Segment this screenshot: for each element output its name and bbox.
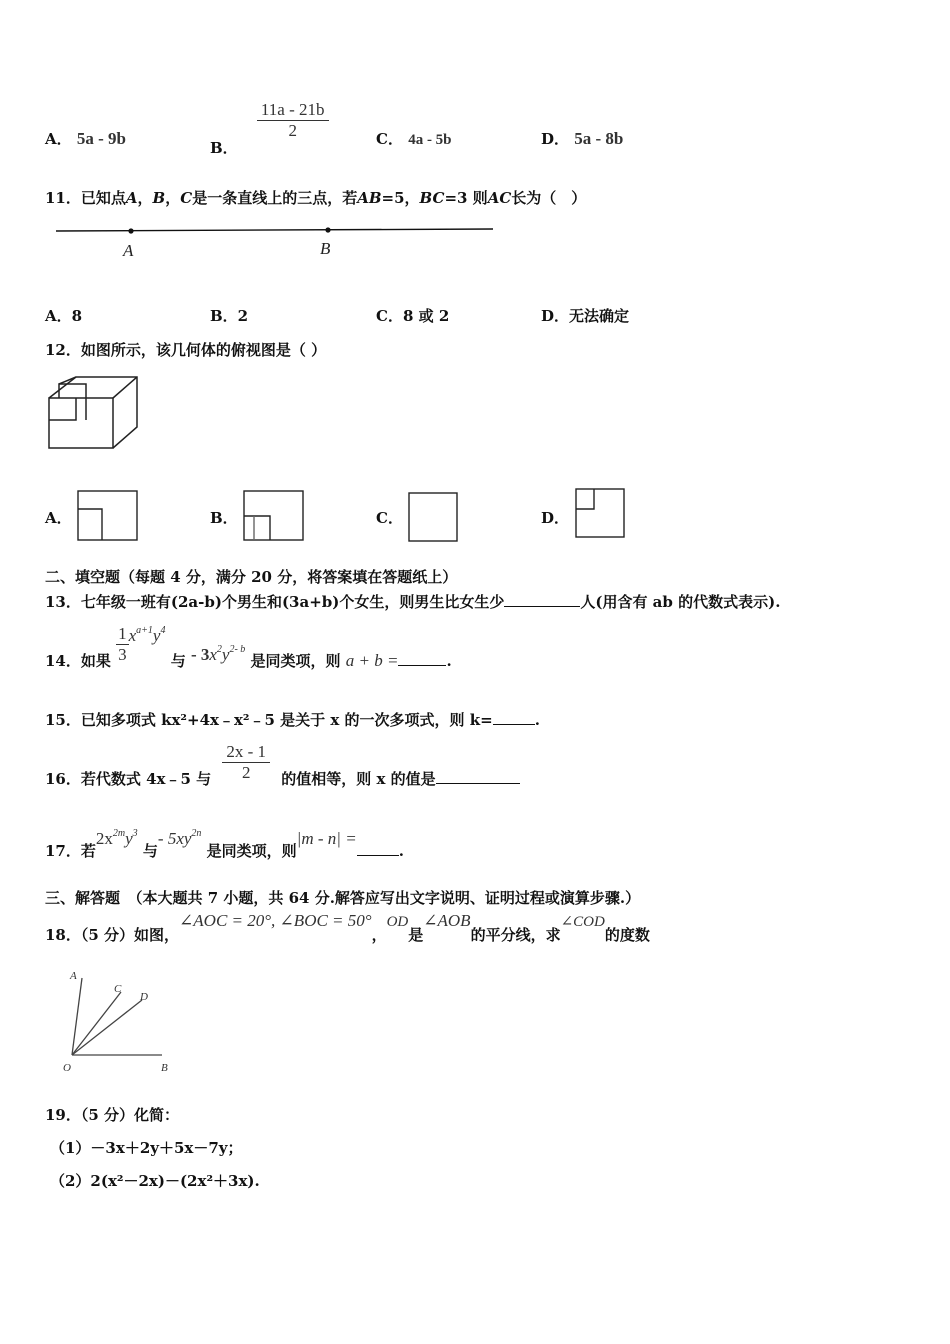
- q14-term-1: [116, 624, 165, 665]
- variable-y: y: [125, 829, 133, 848]
- point-a-dot: [128, 228, 133, 233]
- exponent: 4: [160, 624, 166, 636]
- stem-text: 的平分线，求: [470, 926, 561, 944]
- q14-condition: a + b =: [345, 651, 399, 670]
- q12-option-a-figure: [76, 489, 140, 543]
- coefficient: - 3: [190, 645, 210, 664]
- section-2-title: 二、填空题（每题 4 分，满分 20 分，将答案填在答题纸上）: [45, 568, 458, 586]
- point-b-dot: [325, 227, 330, 232]
- option-expression: 5a - 8b: [574, 129, 624, 148]
- stem-text: =3 则: [444, 189, 488, 207]
- stem-text: 是同类项，则: [250, 652, 341, 670]
- stem-text: 与: [142, 842, 158, 860]
- fraction-numerator: 2x - 1: [222, 742, 270, 763]
- q10-option-a: [45, 128, 126, 149]
- q18-stem: [45, 910, 650, 944]
- q18-angle-figure: [58, 964, 178, 1079]
- term-coefficient: 2x: [95, 829, 113, 848]
- stem-text: 13．七年级一班有(2a-b)个男生和(3a+b)个女生，则男生比女生少: [45, 593, 505, 611]
- option-label: A．: [45, 130, 72, 148]
- q12-option-b-label: B．: [210, 509, 238, 527]
- q11-option-b: B．2: [210, 307, 249, 325]
- q11-option-d: D．无法确定: [541, 307, 630, 325]
- segment-ab: AB: [357, 189, 382, 207]
- option-expression: 5a - 9b: [76, 129, 126, 148]
- fraction-numerator: 11a - 21b: [257, 100, 329, 121]
- q11-option-c: C．8 或 2: [376, 307, 450, 325]
- option-label: C．: [376, 130, 403, 148]
- label-a: A: [70, 970, 77, 982]
- point-a: A: [125, 189, 138, 207]
- exponent: 2n: [191, 828, 202, 839]
- q14-stem: [45, 624, 452, 670]
- q12-option-b-figure: [242, 489, 306, 543]
- q10-option-d: [541, 128, 623, 149]
- term-2: - 5xy: [157, 829, 192, 848]
- exponent: a+1: [136, 624, 153, 636]
- option-fraction: [257, 100, 329, 141]
- stem-text: =5，: [381, 189, 420, 207]
- q18-angles: ∠AOC = 20°, ∠BOC = 50°: [179, 911, 372, 930]
- q19-stem: 19．（5 分）化简：: [45, 1106, 180, 1124]
- straight-line: [56, 229, 493, 231]
- q19-part-1: （1）－3x＋2y＋5x－7y；: [50, 1139, 243, 1157]
- q11-line-figure: [50, 218, 500, 263]
- label-b: B: [320, 239, 331, 258]
- stem-text: 是同类项，则: [206, 842, 297, 860]
- ray-od: OD: [386, 914, 409, 930]
- stem-text: 14．如果: [45, 652, 111, 670]
- fraction-numerator: 1: [118, 624, 127, 643]
- stem-text: .: [534, 711, 540, 729]
- angle-cod: ∠COD: [560, 914, 605, 930]
- stem-text: 的值相等，则 x 的值是: [281, 770, 436, 788]
- answer-blank[interactable]: [493, 710, 535, 725]
- q15-stem: [45, 709, 540, 730]
- separator: ，: [371, 926, 387, 944]
- q12-option-a-label: A．: [45, 509, 72, 527]
- variable-x: x: [209, 645, 217, 664]
- angle-aob: ∠AOB: [423, 911, 471, 930]
- stem-text: 是一条直线上的三点，若: [192, 189, 358, 207]
- separator: ，: [165, 189, 181, 207]
- label-d: D: [140, 991, 148, 1003]
- q11-option-a: A．8: [45, 307, 83, 325]
- q17-absolute-expression: |m - n| =: [296, 829, 357, 848]
- option-label: B．: [210, 138, 238, 157]
- label-a: A: [123, 241, 134, 260]
- stem-text: 17．若: [45, 842, 96, 860]
- label-o: O: [63, 1062, 71, 1074]
- exponent: 2m: [112, 828, 126, 839]
- q12-option-c-figure: [407, 491, 461, 545]
- q19-part-2: （2）2(x²－2x)－(2x²＋3x).: [50, 1172, 260, 1190]
- q17-stem: [45, 828, 404, 860]
- answer-blank[interactable]: [357, 841, 399, 856]
- q12-option-c-label: C．: [376, 509, 403, 527]
- q14-term-2: [191, 646, 245, 664]
- q16-stem: [45, 742, 520, 788]
- q12-option-d-label: D．: [541, 509, 570, 527]
- variable-y: y: [152, 625, 161, 645]
- stem-text: .: [398, 842, 404, 860]
- point-c: C: [180, 189, 193, 207]
- exponent: 2: [216, 644, 222, 655]
- segment-ac: AC: [487, 189, 512, 207]
- exponent: 2- b: [229, 644, 246, 655]
- q12-option-d-figure: [574, 487, 628, 541]
- point-b: B: [152, 189, 166, 207]
- option-expression: 4a - 5b: [408, 132, 452, 148]
- q11-stem: [45, 187, 586, 208]
- stem-text: 的度数: [604, 926, 650, 944]
- ray-od: [72, 1000, 142, 1055]
- stem-text: 11．已知点: [45, 189, 126, 207]
- fraction-one-third: [116, 624, 129, 665]
- option-label: D．: [541, 130, 570, 148]
- stem-text: 是: [408, 926, 424, 944]
- q13-stem: [45, 591, 780, 612]
- stem-text: 18．（5 分）如图，: [45, 926, 180, 944]
- label-c: C: [114, 983, 122, 995]
- exponent: 3: [132, 828, 138, 839]
- label-b: B: [161, 1062, 168, 1074]
- q10-option-b: [210, 100, 329, 157]
- q10-option-c: [376, 128, 452, 149]
- separator: ，: [137, 189, 153, 207]
- segment-bc: BC: [419, 189, 445, 207]
- q12-solid-figure: [46, 374, 141, 454]
- answer-blank[interactable]: [398, 651, 446, 666]
- variable-x: x: [128, 625, 137, 645]
- q12-stem: 12．如图所示，该几何体的俯视图是（ ）: [45, 341, 327, 359]
- stem-text: 与: [170, 652, 186, 670]
- fraction-denominator: 2: [288, 121, 297, 140]
- stem-text: 15．已知多项式 kx²+4x﹣x²﹣5 是关于 x 的一次多项式，则 k=: [45, 711, 493, 729]
- variable-y: y: [221, 645, 230, 664]
- answer-blank[interactable]: [504, 592, 580, 607]
- fraction-denominator: 2: [241, 763, 251, 782]
- stem-text: .: [446, 652, 452, 670]
- fraction-denominator: 3: [118, 645, 127, 664]
- stem-text: 人(用含有 ab 的代数式表示).: [580, 593, 781, 611]
- answer-blank[interactable]: [436, 769, 520, 784]
- q16-fraction: [222, 742, 270, 783]
- stem-text: 长为（ ）: [511, 189, 587, 207]
- stem-text: 16．若代数式 4x﹣5 与: [45, 770, 212, 788]
- section-3-title: 三、解答题 （本大题共 7 小题，共 64 分.解答应写出文字说明、证明过程或演算步骤.）: [45, 889, 641, 907]
